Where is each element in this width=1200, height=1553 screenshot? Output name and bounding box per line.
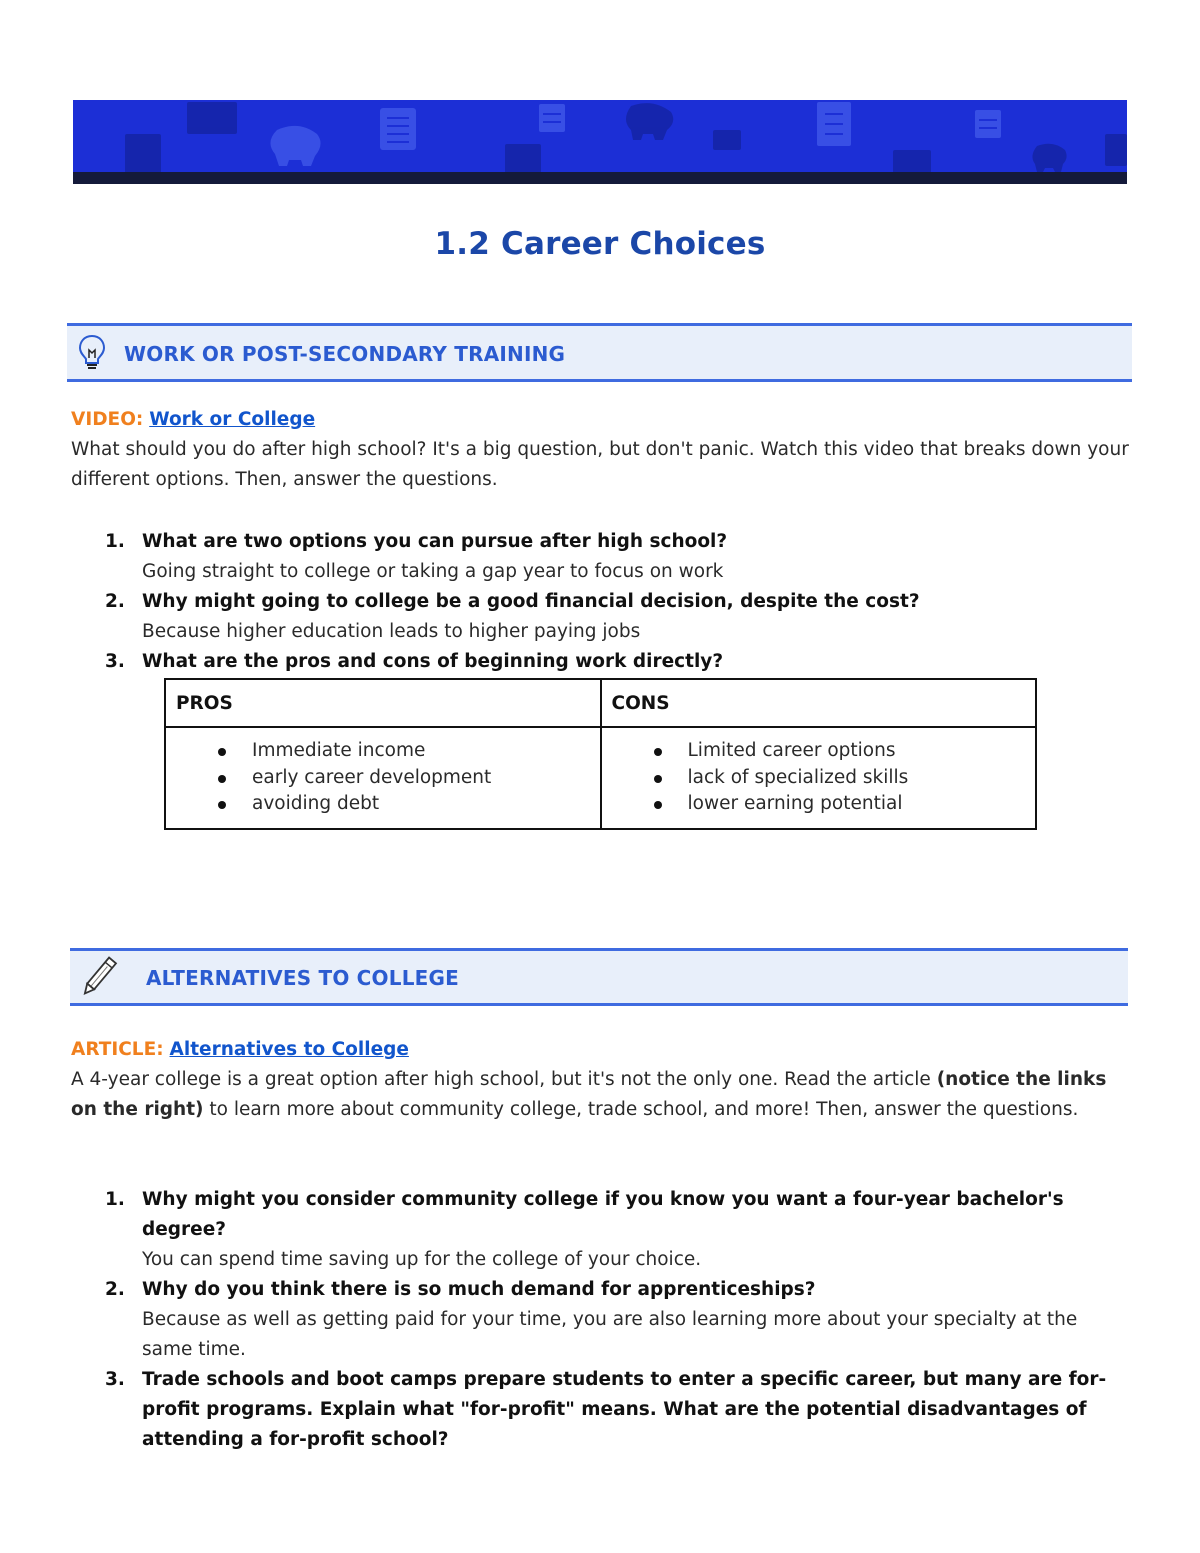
list-item	[71, 587, 1131, 647]
question-number: 1.	[105, 531, 125, 552]
pros-cons-table	[164, 678, 1037, 830]
section-header-work	[67, 323, 1132, 382]
table-header-cons: CONS	[601, 679, 1037, 727]
answer-text: Going straight to college or taking a gap year to focus on work	[142, 561, 724, 582]
question-number: 2.	[105, 1279, 125, 1300]
pros-cell	[165, 727, 601, 829]
cons-list	[612, 738, 1026, 818]
intro-text: A 4-year college is a great option after high school, but it's not the only one. Read the article	[71, 1069, 931, 1090]
answer-text: Because higher education leads to higher paying jobs	[142, 621, 641, 642]
intro-emphasis: (notice the links on the right)	[71, 1069, 1107, 1120]
list-item: early career development	[176, 765, 590, 792]
list-item	[71, 527, 1131, 587]
section-intro	[71, 1035, 1131, 1125]
question-list	[71, 1185, 1131, 1455]
header-banner	[73, 100, 1127, 184]
cons-cell	[601, 727, 1037, 829]
lightbulb-icon	[77, 334, 107, 376]
question-number: 3.	[105, 1369, 125, 1390]
question-text: Trade schools and boot camps prepare students to enter a specific career, but many are for-profit programs. Explain what "for-profit" means. What are the potential disadvantages of attending a for-profit school?	[142, 1369, 1107, 1450]
question-text: Why might going to college be a good financial decision, despite the cost?	[142, 591, 920, 612]
table-header-pros: PROS	[165, 679, 601, 727]
page-title: 1.2 Career Choices	[434, 226, 766, 262]
answer-text: Because as well as getting paid for your time, you are also learning more about your specialty at the same time.	[142, 1309, 1078, 1360]
intro-text: What should you do after high school? It's a big question, but don't panic. Watch this video that breaks down your different options. Then, answer the questions.	[71, 439, 1129, 490]
list-item	[71, 1365, 1131, 1455]
list-item	[71, 1275, 1131, 1365]
lead-label: VIDEO:	[71, 409, 144, 430]
list-item: Limited career options	[612, 738, 1026, 765]
question-number: 1.	[105, 1189, 125, 1210]
question-number: 3.	[105, 651, 125, 672]
list-item: Immediate income	[176, 738, 590, 765]
question-text: What are the pros and cons of beginning work directly?	[142, 651, 724, 672]
pencil-icon	[76, 955, 120, 1003]
question-number: 2.	[105, 591, 125, 612]
banner-band	[73, 172, 1127, 184]
section-header-alternatives	[70, 948, 1128, 1006]
intro-text: to learn more about community college, trade school, and more! Then, answer the questions.	[209, 1099, 1079, 1120]
list-item: avoiding debt	[176, 791, 590, 818]
question-text: What are two options you can pursue after high school?	[142, 531, 728, 552]
pros-list	[176, 738, 590, 818]
list-item	[71, 1185, 1131, 1275]
question-list	[71, 527, 1131, 677]
question-text: Why do you think there is so much demand for apprenticeships?	[142, 1279, 816, 1300]
video-link[interactable]: Work or College	[149, 409, 316, 430]
article-link[interactable]: Alternatives to College	[169, 1039, 409, 1060]
list-item: lower earning potential	[612, 791, 1026, 818]
lead-label: ARTICLE:	[71, 1039, 164, 1060]
section-heading: ALTERNATIVES TO COLLEGE	[146, 966, 459, 990]
section-heading: WORK OR POST-SECONDARY TRAINING	[124, 342, 566, 366]
question-text: Why might you consider community college if you know you want a four-year bachelor's degree?	[142, 1189, 1064, 1240]
section-intro	[71, 405, 1131, 495]
list-item	[71, 647, 1131, 677]
list-item: lack of specialized skills	[612, 765, 1026, 792]
answer-text: You can spend time saving up for the college of your choice.	[142, 1249, 702, 1270]
